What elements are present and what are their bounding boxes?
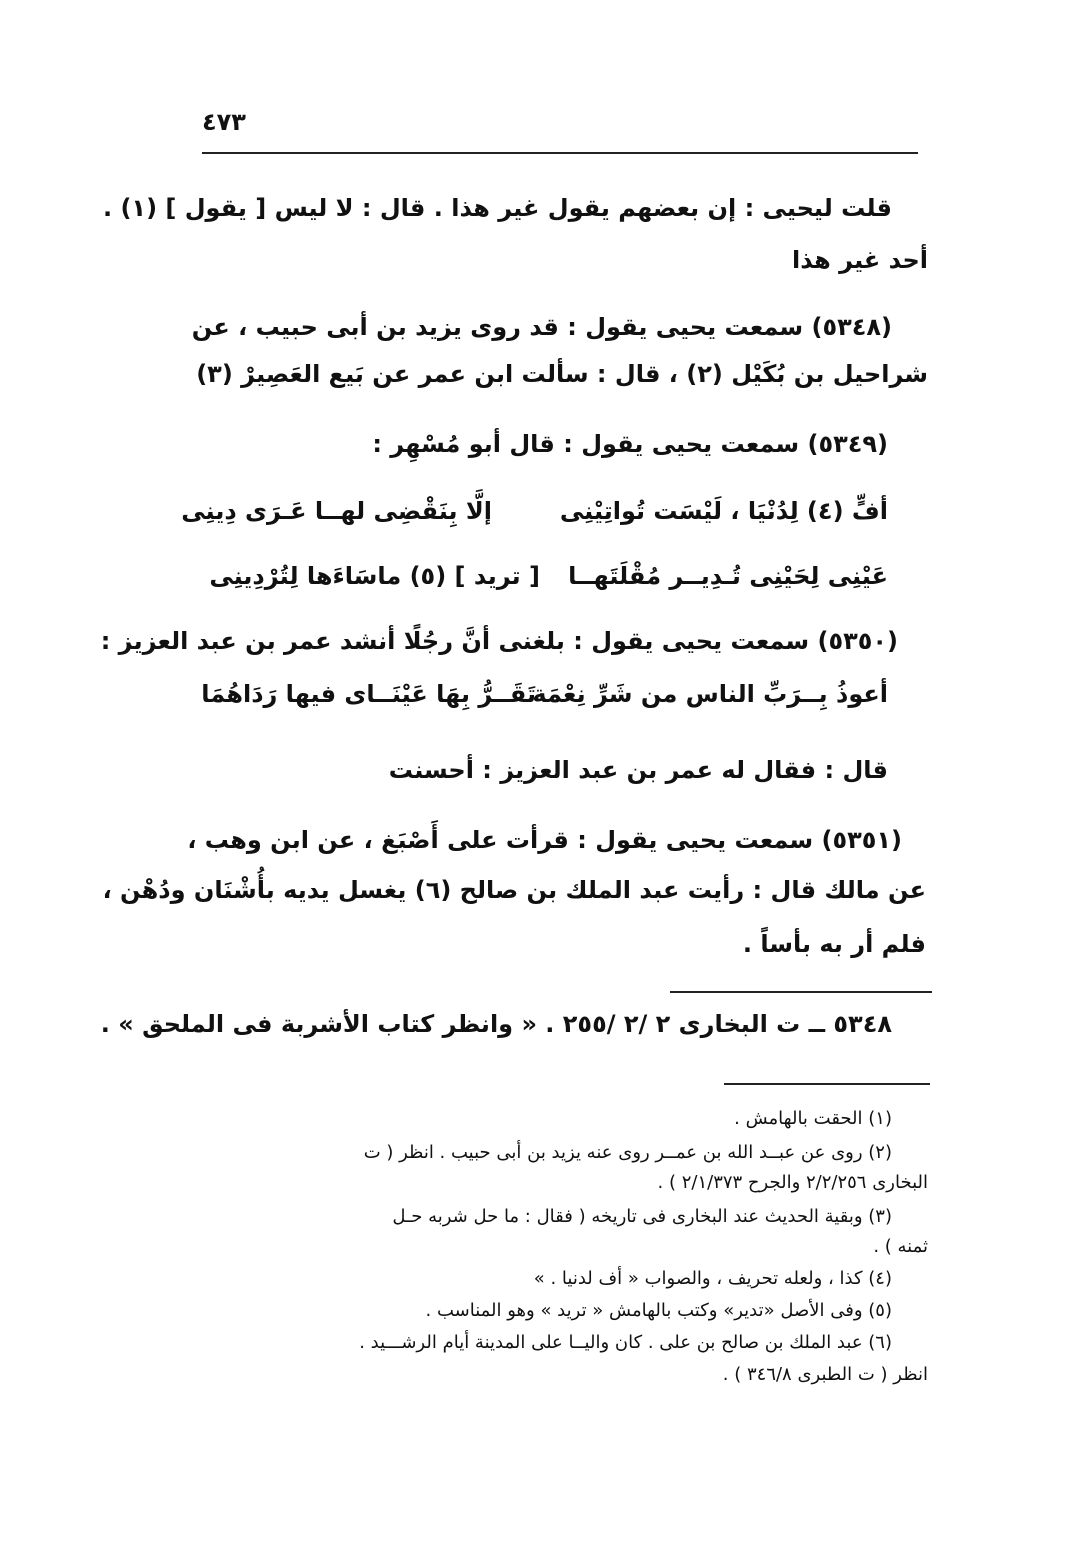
entry-5351-line: عن مالك قال : رأيت عبد الملك بن صالح (٦) يغسل يديه بأُشْنَان ودُهْن ، — [102, 876, 926, 904]
entry-5350-line: قال : فقال له عمر بن عبد العزيز : أحسنت — [388, 756, 888, 784]
entry-5348-line: (٥٣٤٨) سمعت يحيى يقول : قد روى يزيد بن أبى حبيب ، عن — [191, 313, 892, 341]
entry-5351-line: (٥٣٥١) سمعت يحيى يقول : قرأت على أَصْبَغ ، عن ابن وهب ، — [187, 826, 902, 854]
footnote-3: (٣) وبقية الحديث عند البخارى فى تاريخه ( فقال : ما حل شربه حـل — [392, 1206, 892, 1227]
entry-5350-line: (٥٣٥٠) سمعت يحيى يقول : بلغنى أنَّ رجُلًا أنشد عمر بن عبد العزيز : — [100, 627, 898, 655]
verse-2-first-hemistich: عَيْنِى لِحَيْنِى تُـدِيــر مُقْلَتَهــا — [568, 562, 888, 590]
header-rule — [202, 152, 918, 154]
footnote-6: (٦) عبد الملك بن صالح بن على . كان واليــا على المدينة أيام الرشـــيد . — [359, 1332, 892, 1353]
footnote-rule — [724, 1083, 930, 1085]
entry-5348-line: شراحيل بن بُكَيْل (٢) ، قال : سألت ابن عمر عن بَيع العَصِيرْ (٣) — [196, 360, 928, 388]
verse-3-first-hemistich: أعوذُ بِــرَبِّ الناس من شَرِّ نِعْمَة — [532, 680, 888, 708]
footnote-2: (٢) روى عن عبــد الله بن عمــر روى عنه يزيد بن أبى حبيب . انظر ( ت — [363, 1142, 892, 1163]
page-number: ٤٧٣ — [202, 108, 246, 136]
entry-5351-line: فلم أر به بأساً . — [742, 930, 926, 958]
verse-1-first-hemistich: أفٍّ (٤) لِدُنْيَا ، لَيْسَت تُواتِيْنِى — [559, 497, 888, 525]
body-line: قلت ليحيى : إن بعضهم يقول غير هذا . قال : لا ليس [ يقول ] (١) . — [102, 194, 892, 222]
footnote-2-continuation: البخارى ٢/٢/٢٥٦ والجرح ٢/١/٣٧٣ ) . — [657, 1172, 928, 1193]
verse-2-second-hemistich: [ تريد ] (٥) ماسَاءَها لِتُرْدِينِى — [209, 562, 540, 590]
footnote-6-continuation: انظر ( ت الطبرى ٣٤٦/٨ ) . — [722, 1364, 928, 1385]
footnote-3-continuation: ثمنه ) . — [873, 1236, 928, 1257]
footnote-5: (٥) وفى الأصل «تدير» وكتب بالهامش « تريد » وهو المناسب . — [425, 1300, 892, 1321]
verse-3-second-hemistich: تَقَــرُّ بِهَا عَيْنَــاى فيها رَدَاهُمَا — [201, 680, 536, 708]
reference-note: ٥٣٤٨ ــ ت البخارى ٢ /٢ /٢٥٥ . « وانظر كتاب الأشربة فى الملحق » . — [100, 1010, 892, 1038]
footnote-1: (١) الحقت بالهامش . — [734, 1108, 892, 1129]
section-rule — [670, 991, 932, 993]
body-line: أحد غير هذا — [792, 246, 928, 274]
verse-1-second-hemistich: إلَّا بِنَقْضِى لهــا عَـرَى دِينِى — [181, 497, 492, 525]
entry-5349-line: (٥٣٤٩) سمعت يحيى يقول : قال أبو مُسْهِر : — [372, 430, 888, 458]
footnote-4: (٤) كذا ، ولعله تحريف ، والصواب « أف لدنيا . » — [533, 1268, 892, 1289]
